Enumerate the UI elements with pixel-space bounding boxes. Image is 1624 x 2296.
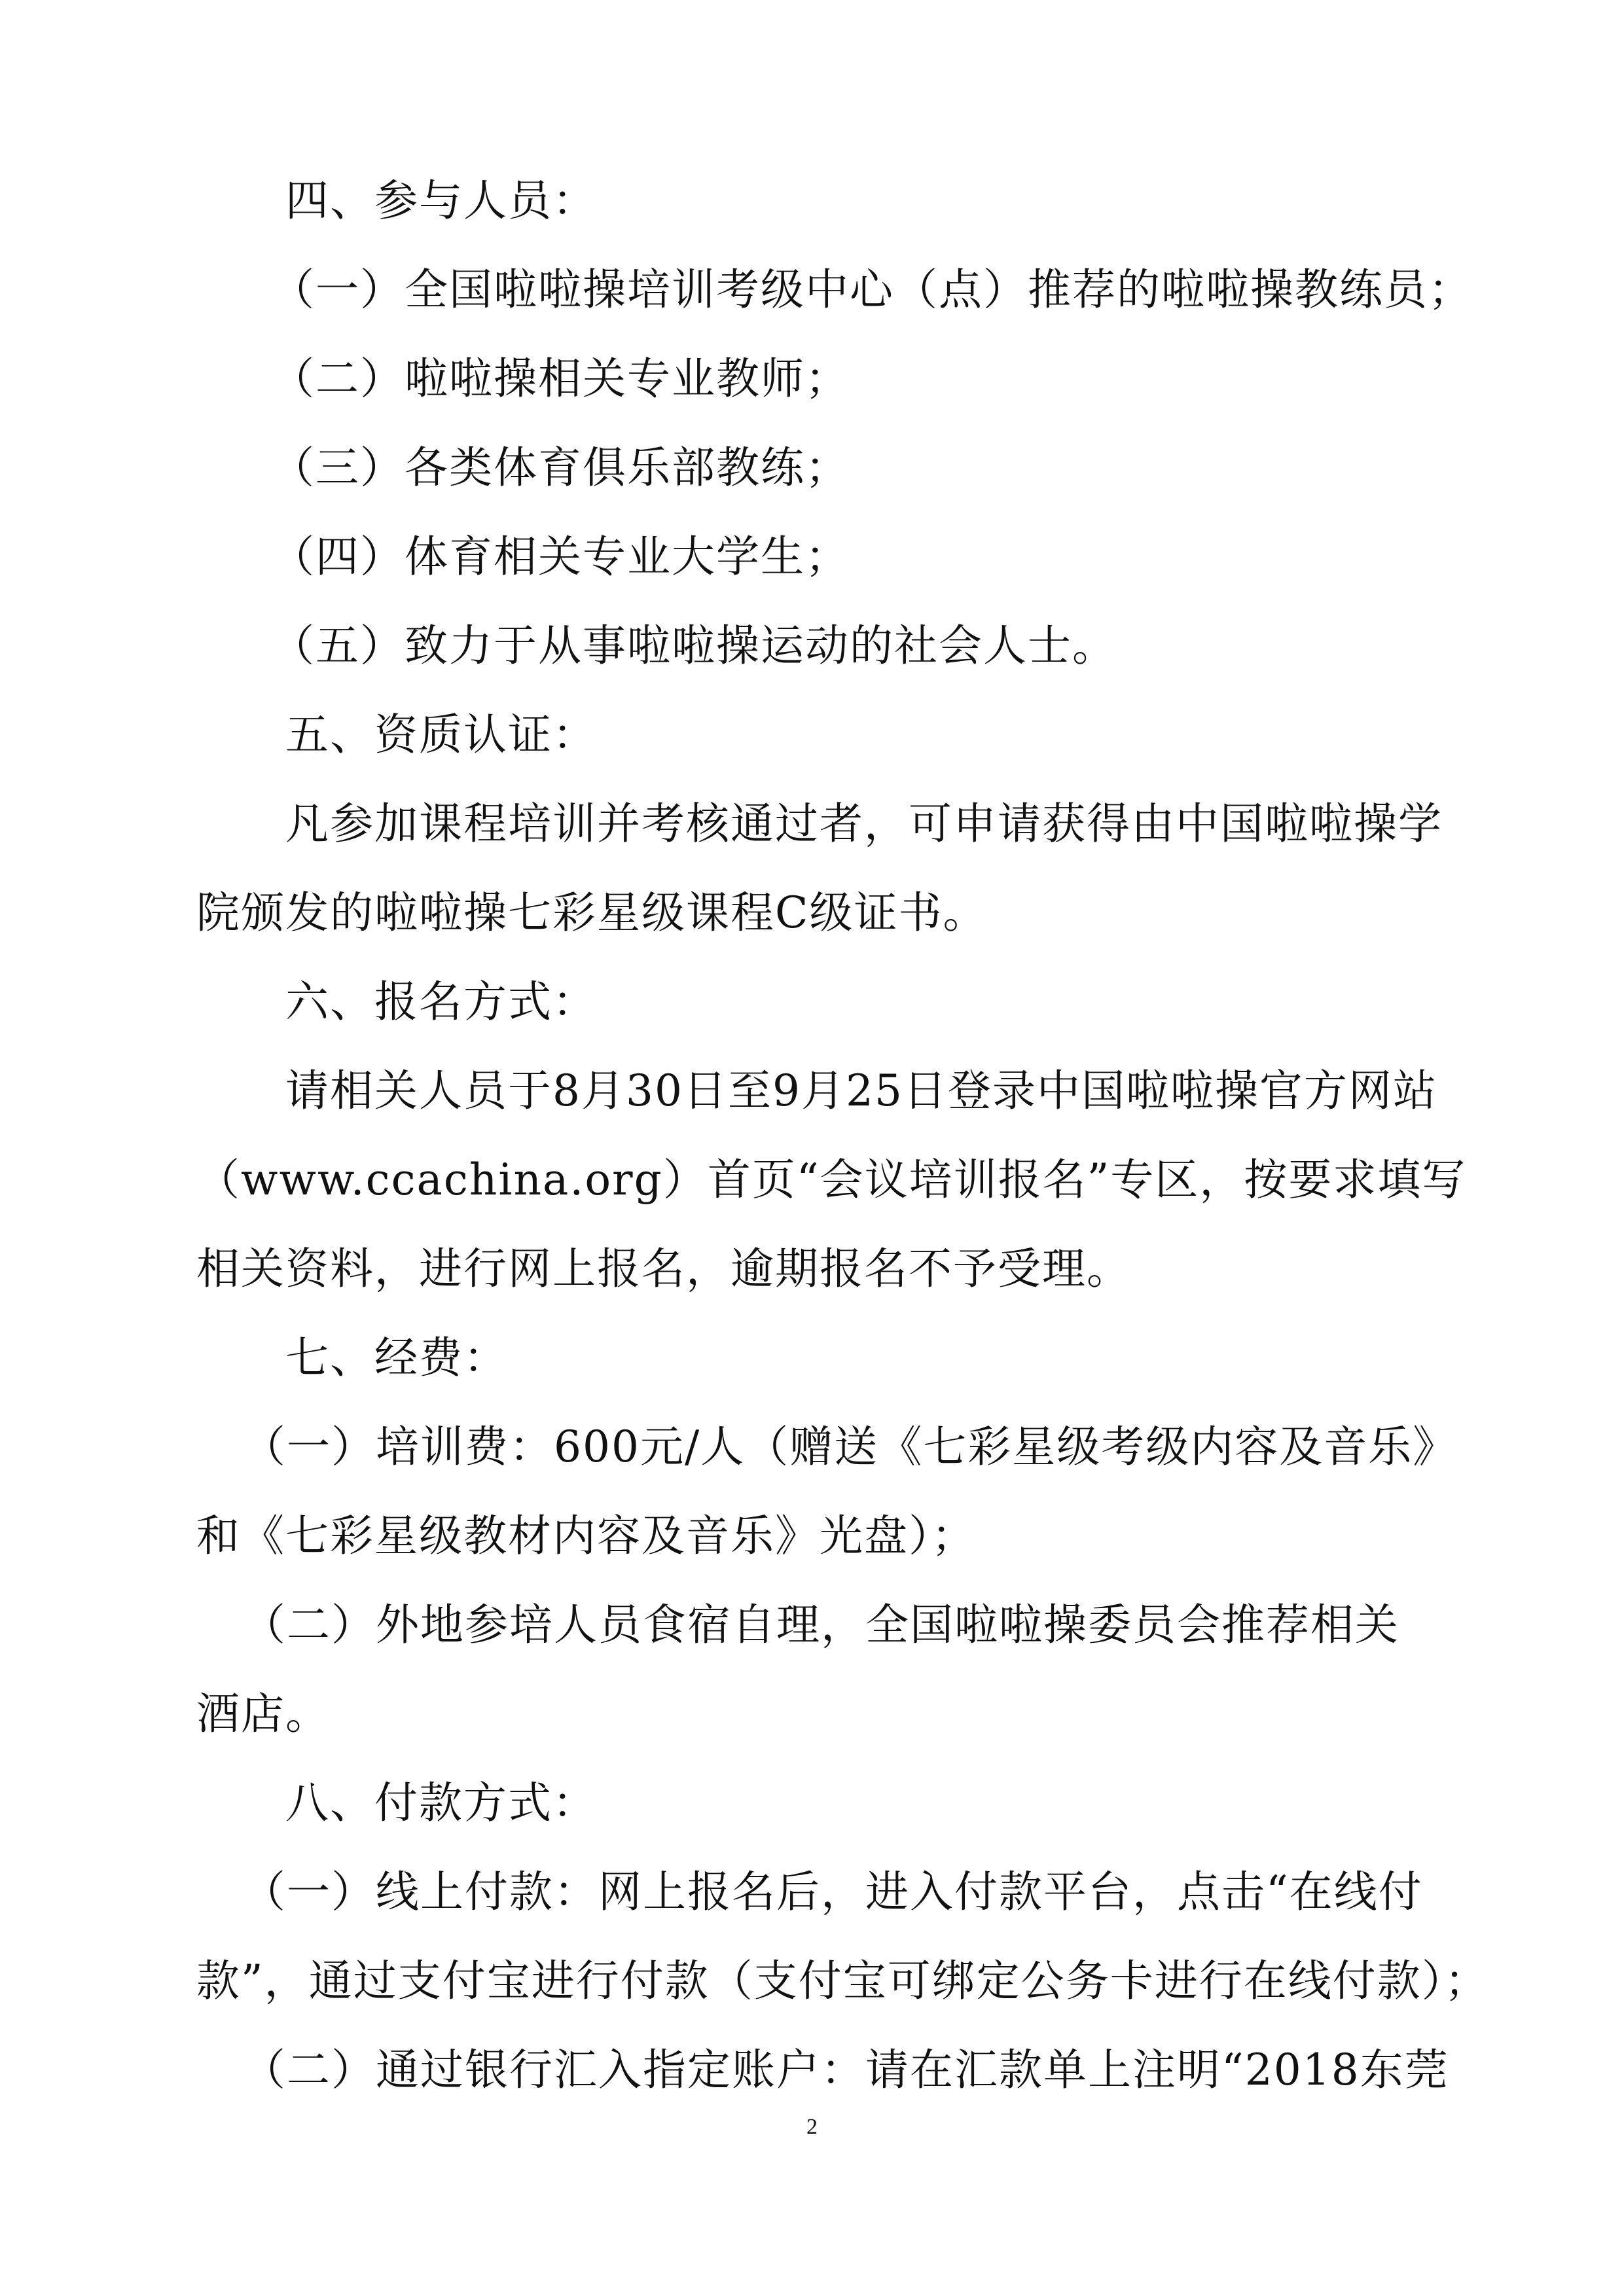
participant-item-1: （一）全国啦啦操培训考级中心（点）推荐的啦啦操教练员； (271, 264, 1473, 315)
participant-item-3: （三）各类体育俱乐部教练； (271, 442, 850, 493)
registration-text-line-2: （www.ccachina.org）首页“会议培训报名”专区，按要求填写 (196, 1155, 1467, 1205)
section-heading-fees: 七、经费： (285, 1333, 508, 1383)
fees-item-2-line-2: 酒店。 (196, 1689, 330, 1739)
section-heading-participants: 四、参与人员： (285, 175, 597, 226)
fees-item-1-line-2: 和《七彩星级教材内容及音乐》光盘）； (196, 1511, 976, 1561)
participant-item-4: （四）体育相关专业大学生； (271, 531, 850, 582)
participant-item-2: （二）啦啦操相关专业教师； (271, 353, 850, 404)
certification-text-line-1: 凡参加课程培训并考核通过者，可申请获得由中国啦啦操学 (285, 798, 1443, 849)
registration-text-line-3: 相关资料，进行网上报名，逾期报名不予受理。 (196, 1244, 1131, 1294)
section-heading-certification: 五、资质认证： (285, 709, 597, 760)
certification-text-line-2: 院颁发的啦啦操七彩星级课程C级证书。 (196, 888, 988, 938)
fees-item-2-line-1: （二）外地参培人员食宿自理，全国啦啦操委员会推荐相关 (242, 1600, 1399, 1650)
section-heading-payment: 八、付款方式： (285, 1778, 597, 1828)
fees-item-1-line-1: （一）培训费：600元/人（赠送《七彩星级考级内容及音乐》 (242, 1422, 1458, 1472)
participant-item-5: （五）致力于从事啦啦操运动的社会人士。 (271, 620, 1117, 671)
payment-item-2-line-1: （二）通过银行汇入指定账户：请在汇款单上注明“2018东莞 (242, 2045, 1449, 2095)
payment-item-1-line-1: （一）线上付款：网上报名后，进入付款平台，点击“在线付 (242, 1867, 1423, 1917)
payment-item-1-line-2: 款”，通过支付宝进行付款（支付宝可绑定公务卡进行在线付款）； (196, 1956, 1489, 2006)
registration-text-line-1: 请相关人员于8月30日至9月25日登录中国啦啦操官方网站 (285, 1066, 1437, 1116)
page-number: 2 (806, 2115, 818, 2139)
section-heading-registration: 六、报名方式： (285, 977, 597, 1027)
